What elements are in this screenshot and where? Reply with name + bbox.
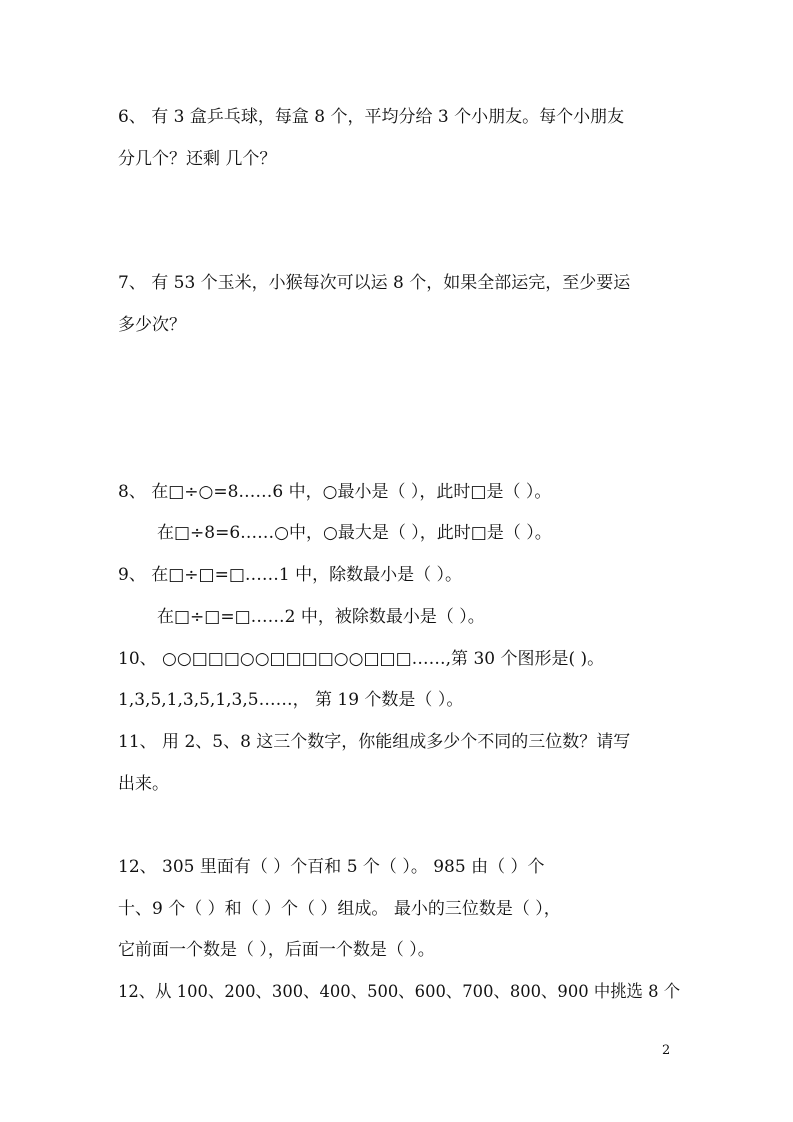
question-9-line-1: 9、 在□÷□=□……1 中，除数最小是（ ）。 xyxy=(118,565,463,585)
question-8-line-1: 8、 在□÷○=8……6 中，○最小是（ ），此时□是（ ）。 xyxy=(118,482,552,502)
question-6-line-1: 6、 有 3 盒乒乓球，每盒 8 个，平均分给 3 个小朋友。每个小朋友 xyxy=(118,107,625,127)
question-11-line-1: 11、 用 2、5、8 这三个数字，你能组成多少个不同的三位数？请写 xyxy=(118,732,631,752)
page-number: 2 xyxy=(662,1043,671,1058)
question-12a-line-2: 十、9 个（ ）和（ ）个（ ）组成。 最小的三位数是（ ）， xyxy=(118,899,561,919)
question-6-line-2: 分几个？还剩 几个？ xyxy=(118,149,277,169)
question-11-line-2: 出来。 xyxy=(118,774,169,794)
question-10-line-2: 1,3,5,1,3,5,1,3,5……， 第 19 个数是（ ）。 xyxy=(118,690,464,710)
question-12a-line-3: 它前面一个数是（ ），后面一个数是（ ）。 xyxy=(118,940,435,960)
question-7-line-2: 多少次？ xyxy=(118,315,186,335)
question-12a-line-1: 12、 305 里面有（ ）个百和 5 个（ ）。 985 由（ ）个 xyxy=(118,857,545,877)
question-7-line-1: 7、 有 53 个玉米，小猴每次可以运 8 个，如果全部运完，至少要运 xyxy=(118,273,631,293)
question-10-line-1: 10、 ○○□□□○○□□□□○○□□□……,第 30 个图形是( )。 xyxy=(118,649,605,669)
question-12b-line-1: 12、从 100、200、300、400、500、600、700、800、900 中挑选 8 个 xyxy=(118,982,681,1002)
question-8-line-2: 在□÷8=6……○中，○最大是（ ），此时□是（ ）。 xyxy=(157,523,552,543)
question-9-line-2: 在□÷□=□……2 中，被除数最小是（ ）。 xyxy=(157,607,485,627)
